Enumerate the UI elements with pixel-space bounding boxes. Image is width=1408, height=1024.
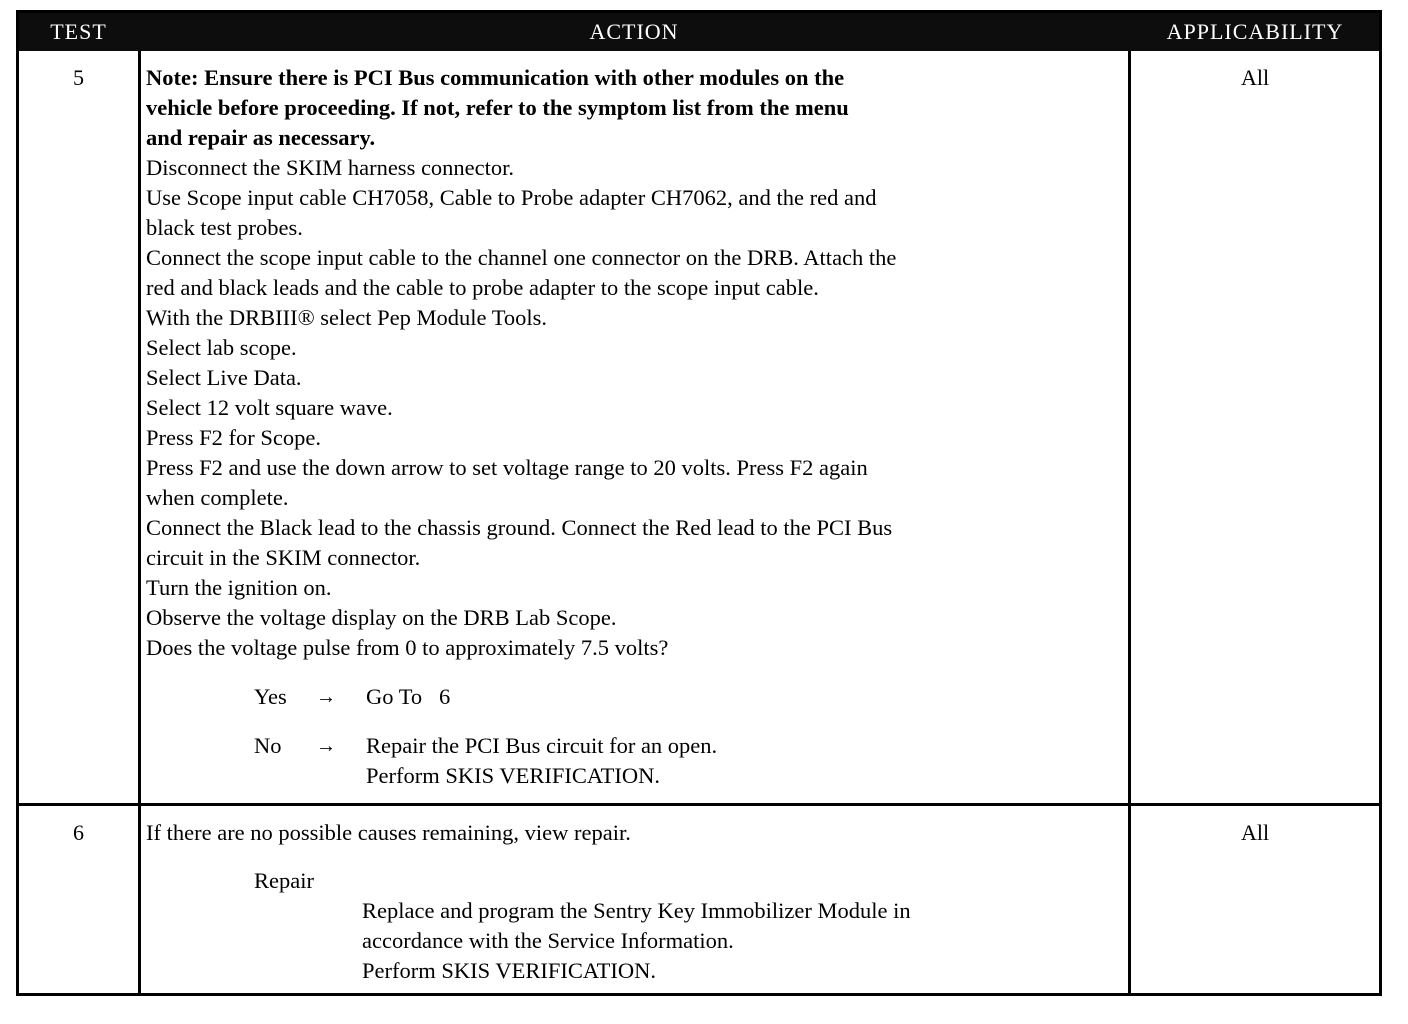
repair-body (146, 896, 1118, 986)
test-number: 6 (73, 820, 84, 845)
repair-line: accordance with the Service Information. (362, 928, 734, 953)
step-line: Observe the voltage display on the DRB Lab Scope. (146, 605, 617, 630)
step-line: Select 12 volt square wave. (146, 395, 393, 420)
table-row (19, 806, 1379, 996)
arrow-right-icon: → (316, 735, 336, 757)
step-line: Connect the scope input cable to the channel one connector on the DRB. Attach the (146, 245, 897, 270)
header-test: TEST (50, 19, 107, 44)
no-action-sub: Perform SKIS VERIFICATION. (366, 763, 660, 788)
step-line: Turn the ignition on. (146, 575, 332, 600)
step-line: Disconnect the SKIM harness connector. (146, 155, 515, 180)
header-applicability: APPLICABILITY (1166, 19, 1344, 44)
arrow-right-icon: → (316, 686, 336, 708)
test-number: 5 (73, 65, 84, 90)
no-label: No (254, 733, 282, 758)
yes-action: Go To 6 (366, 684, 451, 709)
step-line: Press F2 and use the down arrow to set voltage range to 20 volts. Press F2 again (146, 455, 868, 480)
repair-line: Perform SKIS VERIFICATION. (362, 958, 656, 983)
repair-label: Repair (254, 868, 314, 893)
step-line: Does the voltage pulse from 0 to approximately 7.5 volts? (146, 635, 669, 660)
step-line: Press F2 for Scope. (146, 425, 321, 450)
applicability-value: All (1240, 65, 1270, 90)
no-branch (146, 731, 1118, 761)
diagnostic-test-table (16, 10, 1382, 996)
action-cell (146, 63, 1118, 791)
repair-line: Replace and program the Sentry Key Immobilizer Module in (362, 898, 911, 923)
step-line: Select lab scope. (146, 335, 297, 360)
step-line: circuit in the SKIM connector. (146, 545, 421, 570)
step-line: Select Live Data. (146, 365, 302, 390)
action-cell (146, 818, 1118, 986)
note-line: Note: Ensure there is PCI Bus communication with other modules on the (146, 65, 845, 90)
step-line: Connect the Black lead to the chassis ground. Connect the Red lead to the PCI Bus (146, 515, 893, 540)
step-line: red and black leads and the cable to probe adapter to the scope input cable. (146, 275, 819, 300)
header-action: ACTION (589, 19, 679, 44)
step-line: when complete. (146, 485, 289, 510)
note-line: and repair as necessary. (146, 125, 376, 150)
note-line: vehicle before proceeding. If not, refer to the symptom list from the menu (146, 95, 849, 120)
table-row (19, 51, 1379, 803)
yes-label: Yes (254, 684, 287, 709)
yes-branch (146, 682, 1118, 712)
applicability-value: All (1240, 820, 1270, 845)
intro-line: If there are no possible causes remaining, view repair. (146, 820, 631, 845)
step-line: black test probes. (146, 215, 303, 240)
no-action: Repair the PCI Bus circuit for an open. (366, 733, 718, 758)
step-line: With the DRBIII® select Pep Module Tools. (146, 305, 548, 330)
step-line: Use Scope input cable CH7058, Cable to Probe adapter CH7062, and the red and (146, 185, 877, 210)
table-header (19, 13, 1379, 51)
